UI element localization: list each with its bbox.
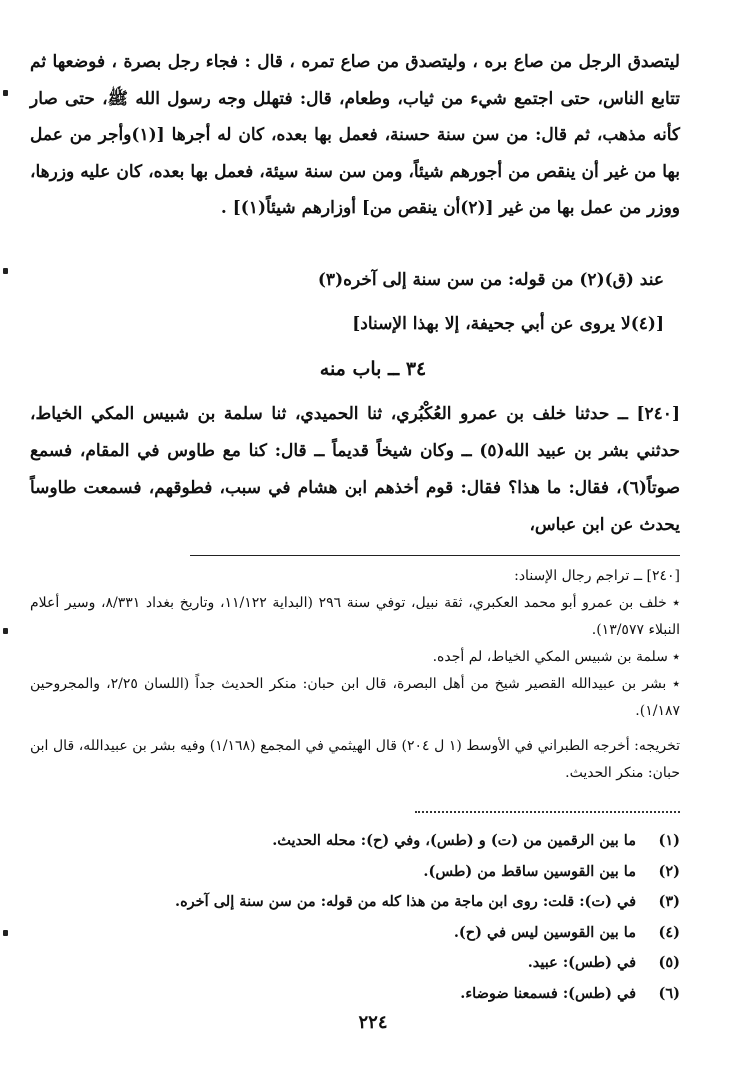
footnote-text: في (طس): عبيد. [527,954,636,971]
narrators-heading: [٢٤٠] ــ تراجم رجال الإسناد: [514,568,680,584]
quote-line-2: [(٤)لا يروى عن أبي جحيفة، إلا بهذا الإسناد] [352,314,664,334]
narrator-entry: ٭ سلمة بن شبيس المكي الخياط، لم أجده. [432,649,680,665]
notes-block [30,563,680,787]
dotted-separator [415,811,680,813]
spacer [30,725,680,733]
footnote-text: ما بين الرقمين من (ت) و (طس)، وفي (ح): محله الحديث. [272,832,636,849]
footnote-item [30,887,680,918]
footnote-list [30,826,680,1009]
takhrij-note: تخريجه: أخرجه الطبراني في الأوسط (١ ل ٢٠٤) قال الهيثمي في المجمع (١/١٦٨) وفيه بشر بن عبيدالله، قال ابن حبان: منكر الحديث. [30,738,680,781]
main-text-block [30,44,680,227]
footnote-item [30,979,680,1010]
quote-line-1: عند (ق)(٢) من قوله: من سن سنة إلى آخره(٣) [317,270,664,290]
page-number: ٢٢٤ [358,1012,388,1033]
narrator-entry: ٭ خلف بن عمرو أبو محمد العكبري، ثقة نبيل، توفي سنة ٢٩٦ (البداية ١١/١٢٢، وتاريخ بغداد ٨/٣٣١، وسير أعلام النبلاء ١٣/٥٧٧). [30,595,680,638]
footnote-number: (٥) [658,954,680,971]
footnote-text: ما بين القوسين ساقط من (طس). [423,862,636,880]
footnote-text: في (طس): فسمعنا ضوضاء. [460,984,636,1002]
footnote-number: (٣) [658,893,680,910]
footnote-item [30,918,680,949]
margin-mark [3,90,8,96]
narrator-entry: ٭ بشر بن عبيدالله القصير شيخ من أهل البصرة، قال ابن حبان: منكر الحديث جداً (اللسان ٢/٢٥، والمجروحين ١/١٨٧). [30,676,681,719]
hadith-paragraph: [٢٤٠] ــ حدثنا خلف بن عمرو العُكْبُري، ثنا الحميدي، ثنا سلمة بن شبيس المكي الخياط، حدثني بشر بن عبيد الله(٥) ــ وكان شيخاً قديماً ــ قال: كنا مع طاوس في المقام، فسمع صوتاً(٦)، فقال: ما هذا؟ فقال: قوم أخذهم ابن هشام في سبب، فطوقهم، فسمعت طاوساً يحدث عن ابن عباس، [30,404,680,535]
footnote-number: (٦) [658,984,680,1002]
footnote-item [30,826,680,857]
footnote-number: (١) [658,832,680,849]
margin-mark [3,628,8,634]
footnote-item [30,857,680,888]
margin-mark [3,268,8,274]
footnote-number: (٤) [658,923,680,941]
footnote-number: (٢) [658,862,680,880]
margin-mark [3,930,8,936]
footnote-text: في (ت): قلت: روى ابن ماجة من هذا كله من قوله: من سن سنة إلى آخره. [175,893,636,910]
footnote-divider [190,555,680,556]
main-paragraph: ليتصدق الرجل من صاع بره ، وليتصدق من صاع تمره ، قال : فجاء رجل بصرة ، فوضعها ثم تتابع الناس، حتى اجتمع شيء من ثياب، وطعام، قال: فتهلل وجه رسول الله ﷺ، حتى صار كأنه مذهب، ثم قال: من سن سنة حسنة، فعمل بها بعده، كان له أجرها [(١)وأجر من عمل بها من غير أن ينقص من أجورهم شيئاً، ومن سن سنة سيئة، فعمل بها بعده، كان عليه وزرها، ووزر من عمل بها من غير [(٢)أن ينقص من] أوزارهم شيئاً(١)] . [30,52,680,218]
chapter-heading: ٣٤ ــ باب منه [319,358,427,380]
footnote-text: ما بين القوسين ليس في (ح). [453,923,636,941]
footnote-item [30,948,680,979]
